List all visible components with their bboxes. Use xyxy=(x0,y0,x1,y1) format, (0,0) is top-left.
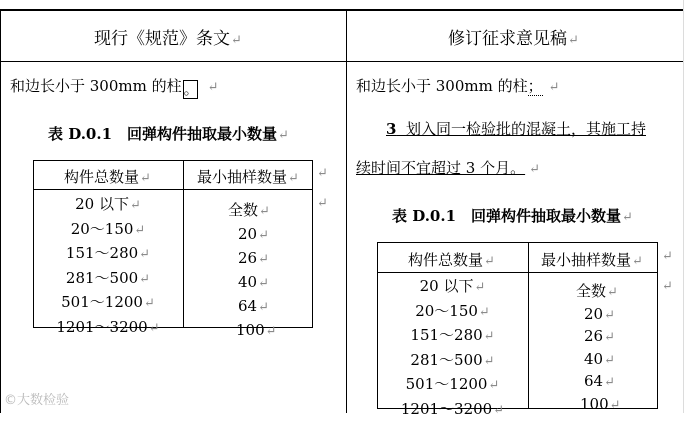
table-cell: 151～280↵ xyxy=(377,324,528,349)
header-cell-text: 最小抽样数量 xyxy=(197,168,287,186)
table-cell: 20 以下↵ xyxy=(377,275,528,300)
table-cell: 26↵ xyxy=(576,326,621,349)
left-table-col1 xyxy=(33,193,183,340)
text-cursor-box[interactable]: 。 xyxy=(183,80,198,99)
table-cell: 20↵ xyxy=(576,304,621,327)
row-end-mark: ↵ xyxy=(662,249,673,264)
table-cell: 20↵ xyxy=(228,223,277,247)
right-table-col1 xyxy=(377,275,528,422)
table-cell: 全数↵ xyxy=(228,199,277,223)
outer-left-border xyxy=(0,9,1,413)
table-cell: 20～150↵ xyxy=(377,300,528,325)
table-cell: 40↵ xyxy=(228,271,277,295)
header-right-title: 修订征求意见稿 xyxy=(448,29,567,49)
table-cell: 100↵ xyxy=(576,394,621,417)
table-cell: 151～280↵ xyxy=(33,242,183,267)
header-bottom-border xyxy=(0,61,684,62)
right-table-col2 xyxy=(576,281,621,416)
table-cell: 501～1200↵ xyxy=(33,291,183,316)
table-cell: 20～150↵ xyxy=(33,218,183,243)
left-caption-text: 表 D.0.1 回弹构件抽取最小数量 xyxy=(48,125,277,143)
header-right-cell xyxy=(448,24,579,49)
watermark-logo: ©大数检验 xyxy=(4,389,69,408)
paragraph-mark: ↵ xyxy=(549,80,560,95)
table-cell: 40↵ xyxy=(576,349,621,372)
outer-top-border xyxy=(0,9,684,11)
right-item-3-cont xyxy=(356,157,540,178)
left-table-caption xyxy=(48,123,289,144)
table-cell: 100↵ xyxy=(228,319,277,343)
left-table-header-1 xyxy=(64,166,151,187)
item-text: 划入同一检验批的混凝土，其施工持 xyxy=(406,120,646,138)
paragraph-mark: ↵ xyxy=(568,33,579,48)
inserted-semicolon: ； xyxy=(528,77,543,96)
left-line1-text: 和边长小于 300mm 的柱 xyxy=(10,77,182,95)
right-table-header-1 xyxy=(408,249,495,270)
header-cell-text: 最小抽样数量 xyxy=(541,251,631,269)
right-table-header-bottom xyxy=(377,272,657,273)
table-cell: 64↵ xyxy=(576,371,621,394)
table-cell: 1201～3200↵ xyxy=(33,316,183,341)
paragraph-mark: ↵ xyxy=(632,254,643,269)
paragraph-mark: ↵ xyxy=(529,162,540,177)
row-end-mark: ↵ xyxy=(662,279,673,294)
item-number: 3 xyxy=(386,120,396,138)
left-table-mid xyxy=(183,160,184,328)
right-table-header-2 xyxy=(541,249,643,270)
paragraph-mark: ↵ xyxy=(208,80,219,95)
right-table-top xyxy=(377,242,657,243)
left-table-header-2 xyxy=(197,166,299,187)
paragraph-mark: ↵ xyxy=(484,254,495,269)
left-table-col2 xyxy=(228,199,277,343)
table-cell: 20 以下↵ xyxy=(33,193,183,218)
right-table-right xyxy=(657,242,658,409)
paragraph-mark: ↵ xyxy=(288,171,299,186)
left-line-1 xyxy=(10,75,219,99)
right-line-1 xyxy=(356,75,560,96)
item-continuation: 续时间不宜超过 3 个月。 xyxy=(356,159,525,177)
table-cell: 1201～3200↵ xyxy=(377,398,528,422)
left-table-top xyxy=(33,160,313,161)
paragraph-mark: ↵ xyxy=(140,171,151,186)
right-item-3-line xyxy=(386,118,646,139)
table-cell: 281～500↵ xyxy=(33,267,183,292)
column-divider xyxy=(346,9,347,413)
header-cell-text: 构件总数量 xyxy=(64,168,139,186)
row-end-mark: ↵ xyxy=(317,196,328,211)
header-left-cell xyxy=(94,24,242,49)
table-cell: 501～1200↵ xyxy=(377,373,528,398)
right-table-mid xyxy=(528,242,529,409)
header-left-title: 现行《规范》条文 xyxy=(94,29,230,49)
table-cell: 26↵ xyxy=(228,247,277,271)
paragraph-mark: ↵ xyxy=(231,33,242,48)
right-table-caption xyxy=(392,205,633,226)
right-line1-text: 和边长小于 300mm 的柱 xyxy=(356,77,528,95)
left-table-header-bottom xyxy=(33,189,313,190)
paragraph-mark: ↵ xyxy=(278,128,289,143)
header-cell-text: 构件总数量 xyxy=(408,251,483,269)
table-cell: 64↵ xyxy=(228,295,277,319)
right-caption-text: 表 D.0.1 回弹构件抽取最小数量 xyxy=(392,207,621,225)
left-table-right xyxy=(312,160,313,328)
row-end-mark: ↵ xyxy=(317,166,328,181)
table-cell: 281～500↵ xyxy=(377,349,528,374)
table-cell: 全数↵ xyxy=(576,281,621,304)
paragraph-mark: ↵ xyxy=(622,210,633,225)
